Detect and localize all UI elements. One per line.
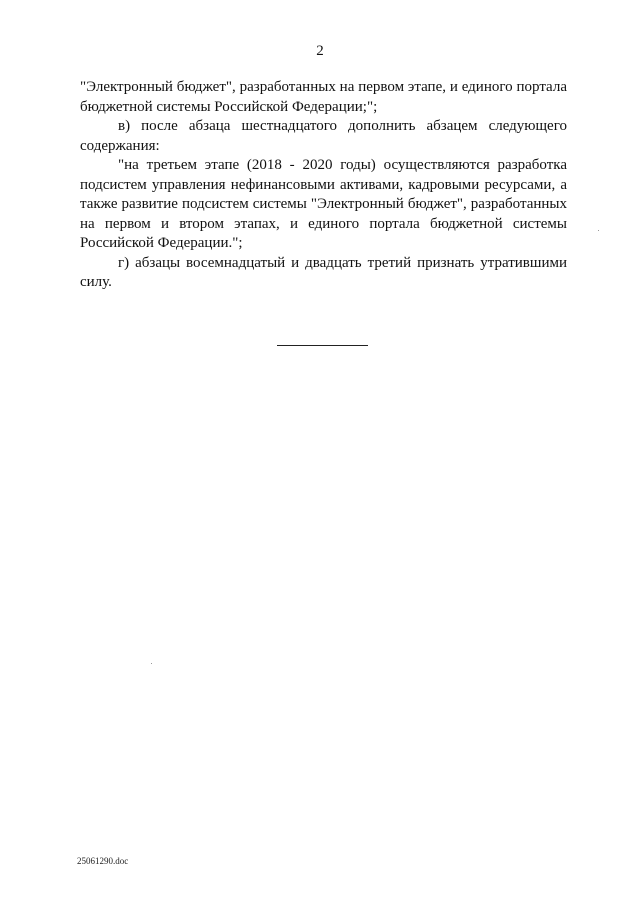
scan-speck <box>151 663 152 664</box>
end-separator-line <box>277 345 368 346</box>
document-body <box>80 78 567 293</box>
paragraph-quote-third-stage: "на третьем этапе (2018 - 2020 годы) осуществляются разработка подсистем управления нефинансовыми активами, кадровыми ресурсами, а также развитие подсистем системы "Электронный бюджет", разработанных на первом и втором этапах, и единого портала бюджетной системы Российской Федерации."; <box>80 157 567 251</box>
page-number: 2 <box>316 43 324 59</box>
footer-filename: 25061290.doc <box>77 856 129 866</box>
scan-speck <box>598 230 599 231</box>
paragraph-item-v: в) после абзаца шестнадцатого дополнить абзацем следующего содержания: <box>80 118 567 154</box>
paragraph-continuation: "Электронный бюджет", разработанных на первом этапе, и единого портала бюджетной системы Российской Федерации;"; <box>80 79 567 115</box>
paragraph-item-g: г) абзацы восемнадцатый и двадцать третий признать утратившими силу. <box>80 254 567 290</box>
